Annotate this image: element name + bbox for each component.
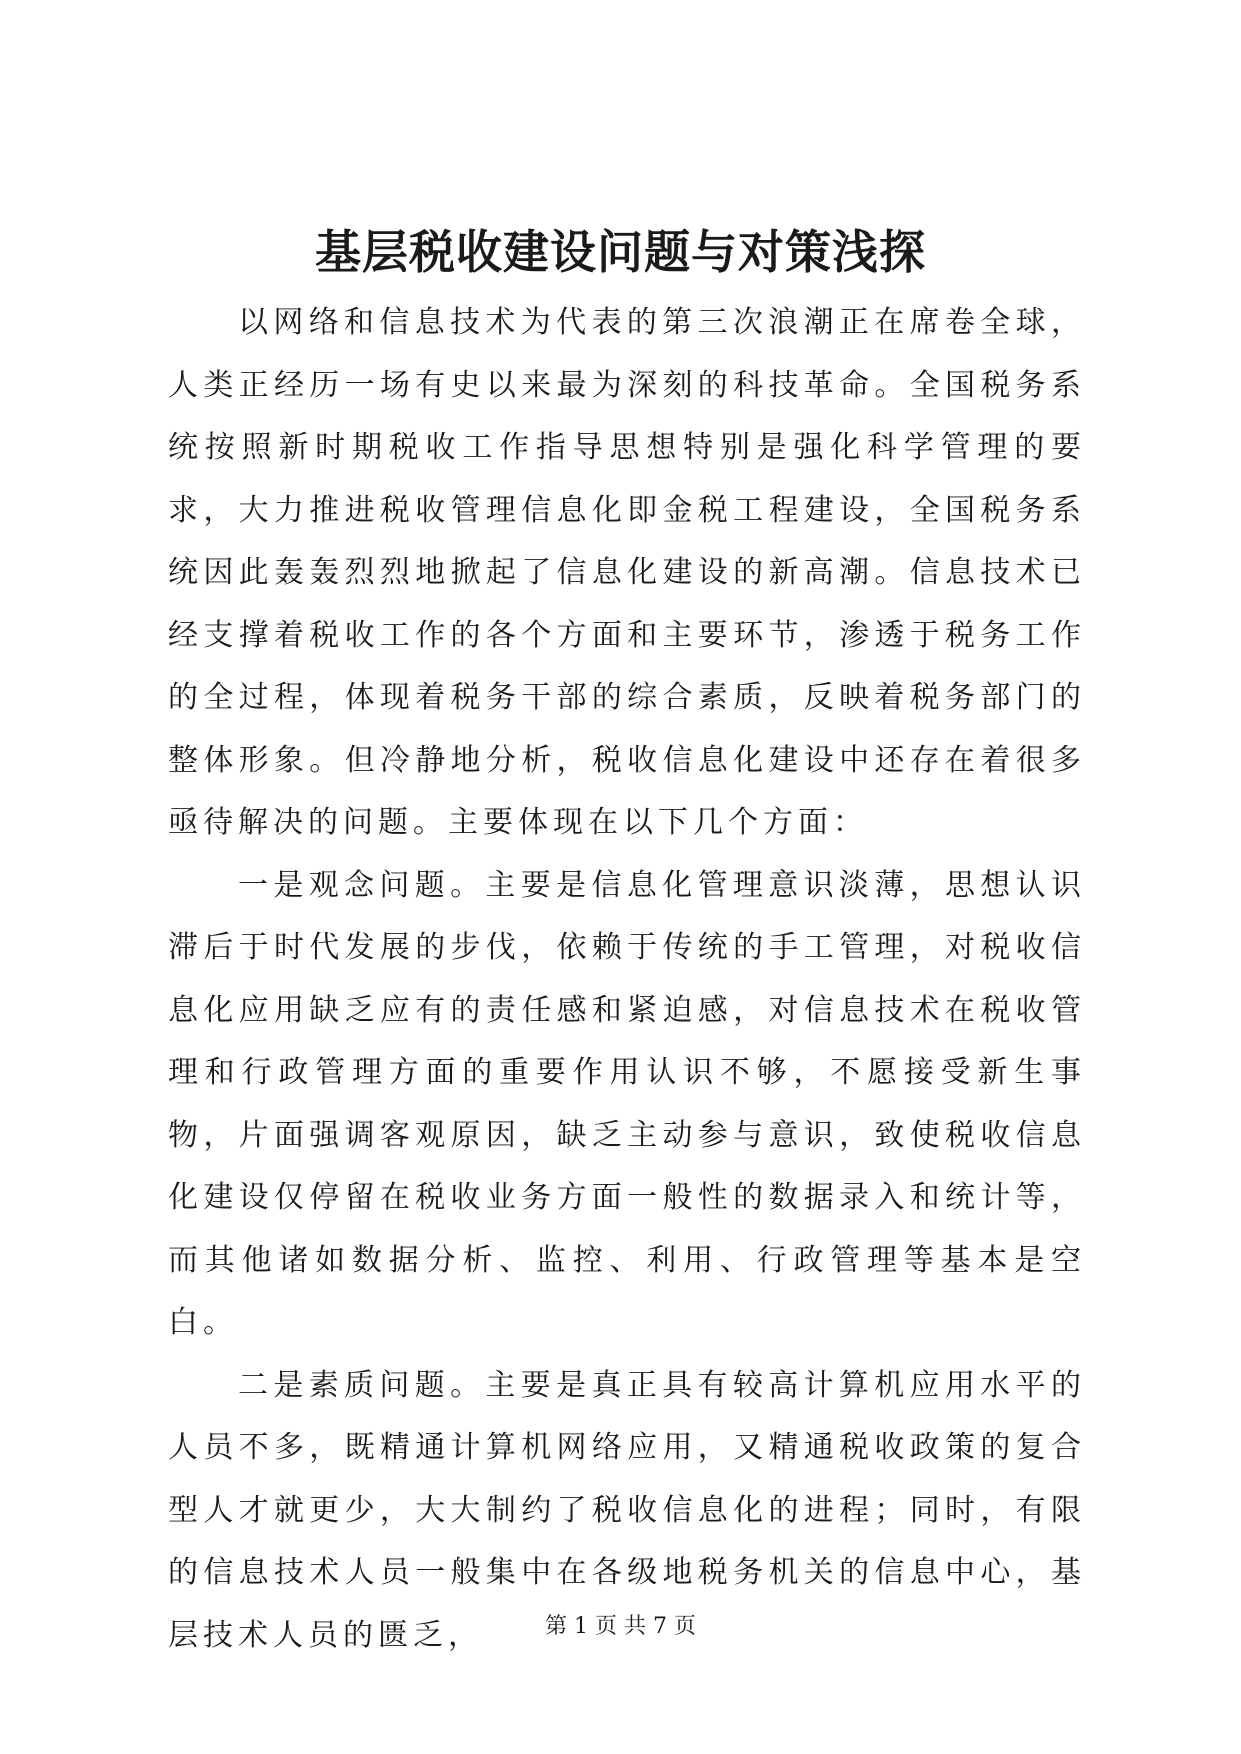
- page-footer: [0, 1612, 1241, 1642]
- document-title: 基层税收建设问题与对策浅探: [315, 225, 926, 279]
- paragraph-concept-issue: 一是观念问题。主要是信息化管理意识淡薄，思想认识滞后于时代发展的步伐，依赖于传统的手工管理，对税收信息化应用缺乏应有的责任感和紧迫感，对信息技术在税收管理和行政管理方面的重要作用认识不够，不愿接受新生事物，片面强调客观原因，缺乏主动参与意识，致使税收信息化建设仅停留在税收业务方面一般性的数据录入和统计等，而其他诸如数据分析、监控、利用、行政管理等基本是空白。: [168, 867, 1086, 1340]
- page-number-label: 第 1 页 共 7 页: [545, 1614, 696, 1639]
- document-body: [168, 292, 1086, 1667]
- paragraph-intro: 以网络和信息技术为代表的第三次浪潮正在席卷全球，人类正经历一场有史以来最为深刻的科技革命。全国税务系统按照新时期税收工作指导思想特别是强化科学管理的要求，大力推进税收管理信息化即金税工程建设，全国税务系统因此轰轰烈烈地掀起了信息化建设的新高潮。信息技术已经支撑着税收工作的各个方面和主要环节，渗透于税务工作的全过程，体现着税务干部的综合素质，反映着税务部门的整体形象。但冷静地分析，税收信息化建设中还存在着很多亟待解决的问题。主要体现在以下几个方面：: [168, 305, 1086, 840]
- paragraph-quality-issue: 二是素质问题。主要是真正具有较高计算机应用水平的人员不多，既精通计算机网络应用，又精通税收政策的复合型人才就更少，大大制约了税收信息化的进程；同时，有限的信息技术人员一般集中在各级地税务机关的信息中心，基层技术人员的匮乏，: [168, 1367, 1086, 1653]
